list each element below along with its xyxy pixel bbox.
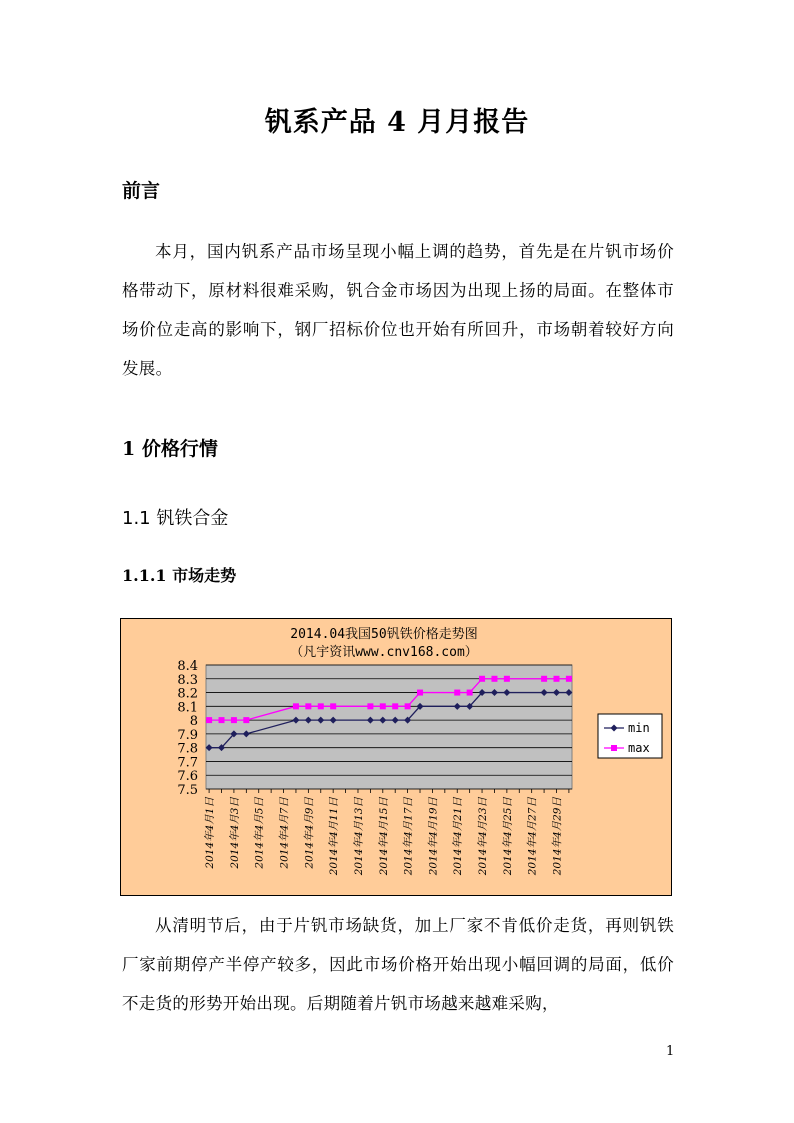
data-point-max	[467, 690, 473, 696]
y-tick-label: 7.9	[177, 727, 198, 743]
x-tick-label: 2014年4月1日	[204, 797, 217, 869]
y-tick-label: 8	[189, 714, 198, 730]
x-tick-label: 2014年4月15日	[377, 797, 390, 876]
data-point-max	[553, 676, 559, 682]
x-tick-label: 2014年4月13日	[352, 797, 365, 876]
section-1-heading: 1 价格行情	[122, 438, 218, 460]
chart-title: 2014.04我国50钒铁价格走势图	[290, 627, 478, 642]
data-point-max	[566, 676, 572, 682]
x-tick-label: 2014年4月7日	[278, 797, 291, 869]
y-tick-label: 7.6	[177, 769, 198, 785]
x-tick-label: 2014年4月5日	[253, 797, 266, 869]
data-point-max	[293, 703, 299, 709]
y-tick-label: 8.4	[177, 659, 198, 674]
body-paragraph: 从清明节后，由于片钒市场缺货，加上厂家不肯低价走货，再则钒铁厂家前期停产半停产较多，因此市场价格开始出现小幅回调的局面，低价不走货的形势开始出现。后期随着片钒市场越来越难采购，	[122, 916, 674, 1013]
x-tick-label: 2014年4月29日	[551, 797, 564, 876]
data-point-max	[367, 703, 373, 709]
chart-subtitle: （凡宇资讯www.cnv168.com）	[290, 645, 478, 660]
section-1-1-1-heading: 1.1.1 市场走势	[122, 566, 237, 585]
x-tick-label: 2014年4月11日	[328, 797, 341, 876]
legend-label-min: min	[628, 721, 650, 735]
data-point-max	[504, 676, 510, 682]
legend-marker-max	[611, 745, 617, 751]
x-tick-label: 2014年4月25日	[501, 797, 514, 876]
data-point-max	[318, 703, 324, 709]
y-tick-label: 7.7	[177, 755, 198, 771]
price-trend-chart	[120, 618, 672, 896]
y-tick-label: 8.2	[177, 686, 198, 702]
data-point-max	[219, 717, 225, 723]
x-tick-label: 2014年4月17日	[402, 797, 415, 876]
x-tick-label: 2014年4月21日	[452, 797, 465, 876]
preface-heading: 前言	[122, 180, 161, 202]
data-point-max	[243, 717, 249, 723]
legend-label-max: max	[628, 741, 650, 755]
data-point-max	[454, 690, 460, 696]
data-point-max	[330, 703, 336, 709]
y-tick-label: 8.3	[177, 672, 198, 688]
x-tick-label: 2014年4月27日	[526, 797, 539, 876]
y-tick-label: 8.1	[177, 700, 198, 716]
x-tick-label: 2014年4月23日	[477, 797, 490, 876]
page-number: 1	[666, 1044, 675, 1059]
x-tick-label: 2014年4月9日	[303, 797, 316, 869]
data-point-max	[206, 717, 212, 723]
section-1-1-heading: 1.1 钒铁合金	[122, 508, 229, 529]
y-tick-label: 7.8	[177, 741, 198, 757]
data-point-max	[392, 703, 398, 709]
data-point-max	[541, 676, 547, 682]
data-point-max	[405, 703, 411, 709]
data-point-max	[417, 690, 423, 696]
y-tick-label: 7.5	[177, 783, 198, 798]
data-point-max	[491, 676, 497, 682]
x-tick-label: 2014年4月3日	[228, 797, 241, 869]
report-title: 钒系产品 4 月月报告	[264, 107, 530, 138]
data-point-max	[305, 703, 311, 709]
plot-area	[206, 665, 572, 789]
x-tick-label: 2014年4月19日	[427, 797, 440, 876]
data-point-max	[479, 676, 485, 682]
preface-paragraph: 本月，国内钒系产品市场呈现小幅上调的趋势，首先是在片钒市场价格带动下，原材料很难采购，钒合金市场因为出现上扬的局面。在整体市场价位走高的影响下，钢厂招标价位也开始有所回升，市场朝着较好方向发展。	[122, 242, 674, 378]
data-point-max	[380, 703, 386, 709]
data-point-max	[231, 717, 237, 723]
